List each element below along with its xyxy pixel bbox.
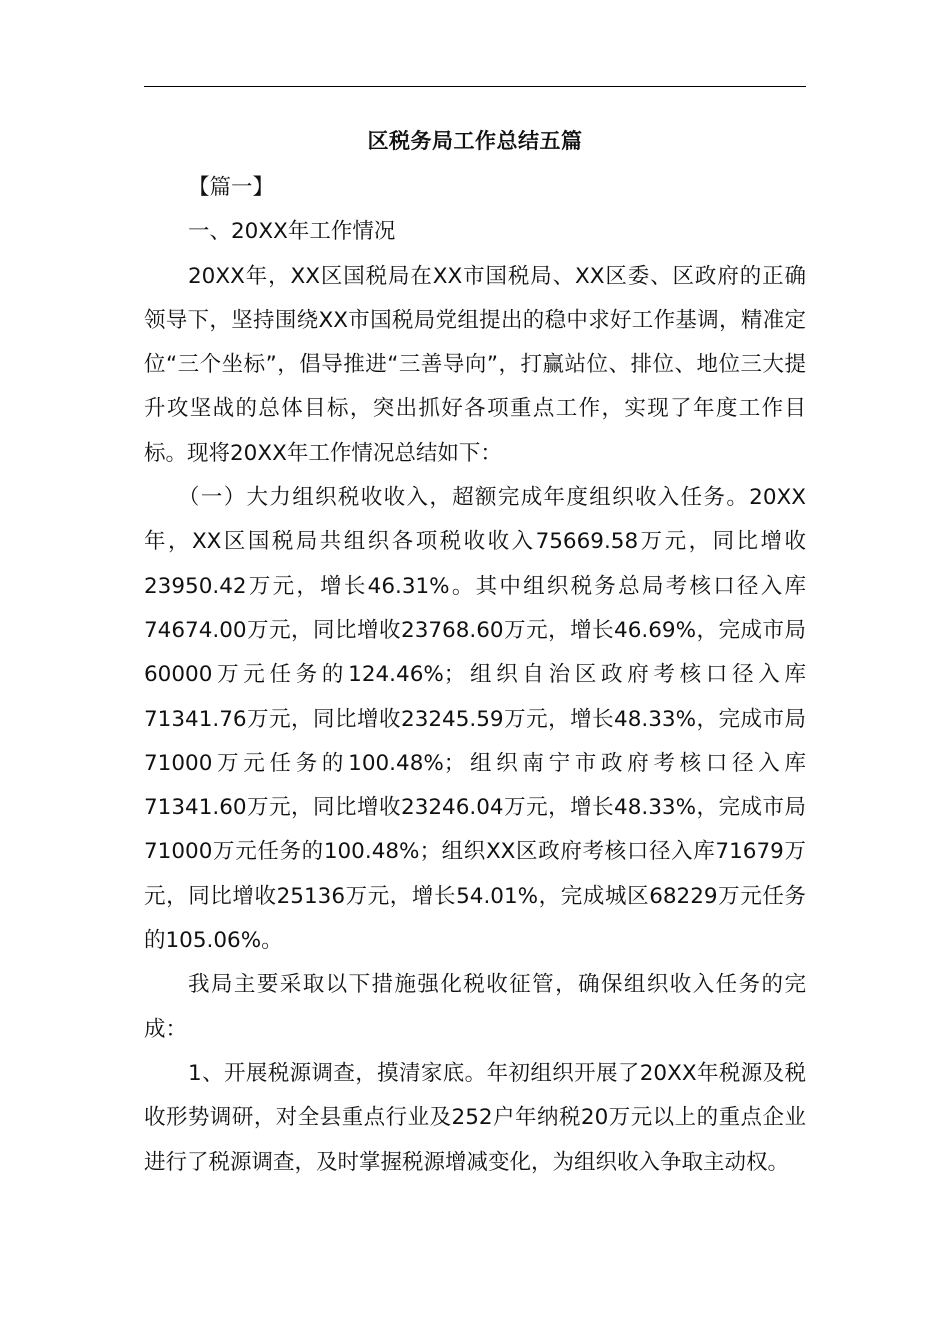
header-rule bbox=[144, 86, 806, 87]
section-marker: 【篇一】 bbox=[188, 175, 275, 200]
paragraph-tax-source-survey: 1、开展税源调查，摸清家底。年初组织开展了20XX年税源及税收形势调研，对全县重点行业及252户年纳税20万元以上的重点企业进行了税源调查，及时掌握税源增减变化，为组织收入争取主动权。 bbox=[144, 1060, 806, 1175]
paragraph-measures: 我局主要采取以下措施强化税收征管，确保组织收入任务的完成： bbox=[144, 972, 806, 1042]
heading-work-status: 一、20XX年工作情况 bbox=[188, 219, 396, 245]
paragraph-revenue-collection: （一）大力组织税收收入，超额完成年度组织收入任务。20XX年，XX区国税局共组织各项税收收入75669.58万元，同比增收23950.42万元，增长46.31%。其中组织税务总局考核口径入库74674.00万元，同比增收23768.60万元，增长46.69%，完成市局60000万元任务的124.46%；组织自治区政府考核口径入库71341.76万元，同比增收23245.59万元，增长48.33%，完成市局71000万元任务的100.48%；组织南宁市政府考核口径入库71341.60万元，同比增收23246.04万元，增长48.33%，完成市局71000万元任务的100.48%；组织XX区政府考核口径入库71679万元，同比增收25136万元，增长54.01%，完成城区68229万元任务的105.06%。 bbox=[144, 485, 806, 954]
paragraph-intro: 20XX年，XX区国税局在XX市国税局、XX区委、区政府的正确领导下，坚持围绕XX市国税局党组提出的稳中求好工作基调，精准定位“三个坐标”，倡导推进“三善导向”，打赢站位、排位、地位三大提升攻坚战的总体目标，突出抓好各项重点工作，实现了年度工作目标。现将20XX年工作情况总结如下： bbox=[144, 263, 806, 466]
document-body bbox=[144, 166, 806, 1185]
document-title: 区税务局工作总结五篇 bbox=[367, 129, 583, 153]
